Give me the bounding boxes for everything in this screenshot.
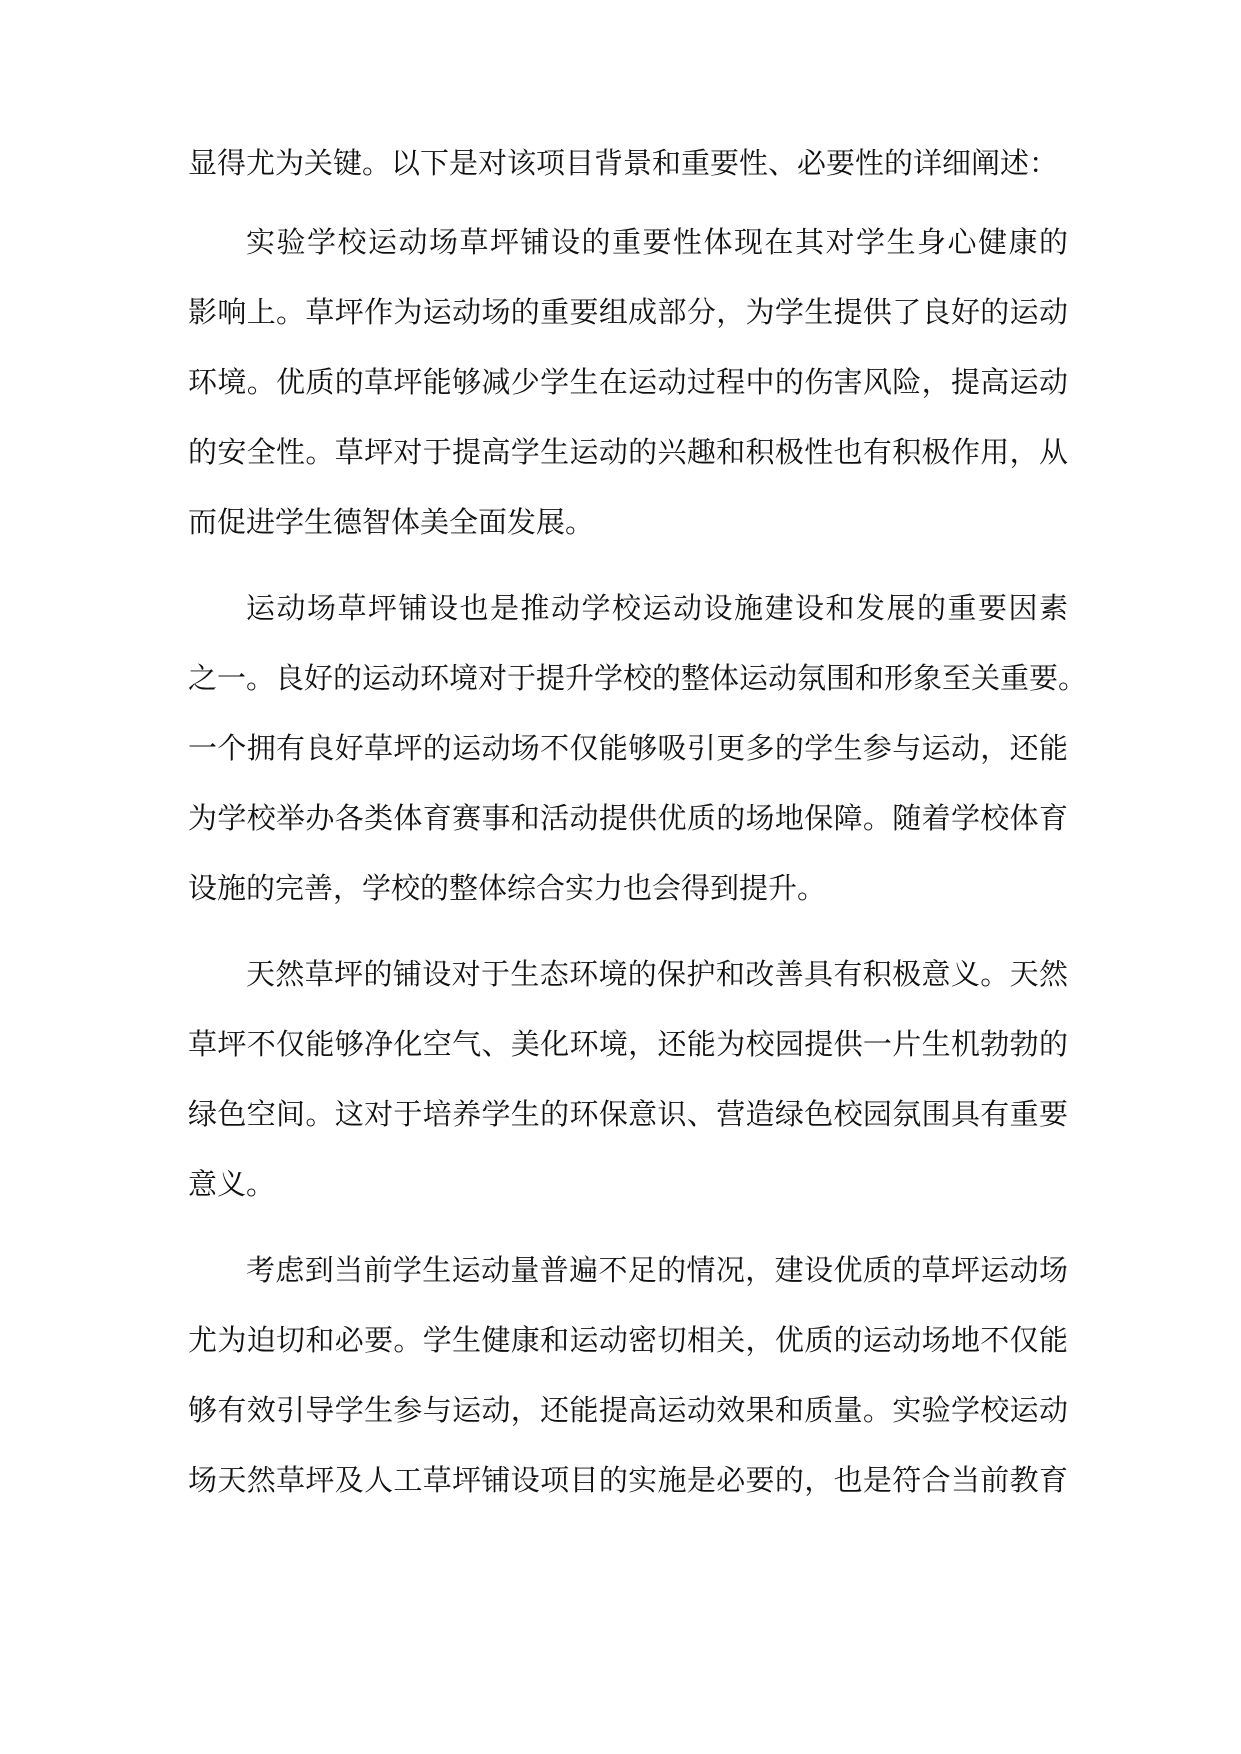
paragraph-2-line-1: 运动场草坪铺设也是推动学校运动设施建设和发展的重要因素 [246, 591, 1068, 625]
text-line: 绿色空间。这对于培养学生的环保意识、营造绿色校园氛围具有重要 [188, 1097, 1068, 1131]
text-line: 场天然草坪及人工草坪铺设项目的实施是必要的，也是符合当前教育 [188, 1463, 1068, 1497]
text-line: 尤为迫切和必要。学生健康和运动密切相关，优质的运动场地不仅能 [188, 1323, 1068, 1357]
paragraph-3-line-1: 天然草坪的铺设对于生态环境的保护和改善具有积极意义。天然 [246, 957, 1068, 991]
text-line: 为学校举办各类体育赛事和活动提供优质的场地保障。随着学校体育 [188, 801, 1068, 835]
text-line: 显得尤为关键。以下是对该项目背景和重要性、必要性的详细阐述： [188, 146, 1059, 180]
text-line: 之一。良好的运动环境对于提升学校的整体运动氛围和形象至关重要。 [188, 661, 1088, 695]
text-line: 草坪不仅能够净化空气、美化环境，还能为校园提供一片生机勃勃的 [188, 1027, 1068, 1061]
text-line: 设施的完善，学校的整体综合实力也会得到提升。 [188, 871, 827, 905]
text-line: 的安全性。草坪对于提高学生运动的兴趣和积极性也有积极作用，从 [188, 435, 1068, 469]
text-line: 够有效引导学生参与运动，还能提高运动效果和质量。实验学校运动 [188, 1393, 1068, 1427]
text-line: 意义。 [188, 1167, 276, 1201]
paragraph-4-line-1: 考虑到当前学生运动量普遍不足的情况，建设优质的草坪运动场 [246, 1253, 1068, 1287]
text-line: 一个拥有良好草坪的运动场不仅能够吸引更多的学生参与运动，还能 [188, 731, 1068, 765]
text-line: 环境。优质的草坪能够减少学生在运动过程中的伤害风险，提高运动 [188, 365, 1068, 399]
text-line: 影响上。草坪作为运动场的重要组成部分，为学生提供了良好的运动 [188, 295, 1068, 329]
text-line: 而促进学生德智体美全面发展。 [188, 505, 595, 539]
paragraph-1-line-1: 实验学校运动场草坪铺设的重要性体现在其对学生身心健康的 [246, 225, 1068, 259]
